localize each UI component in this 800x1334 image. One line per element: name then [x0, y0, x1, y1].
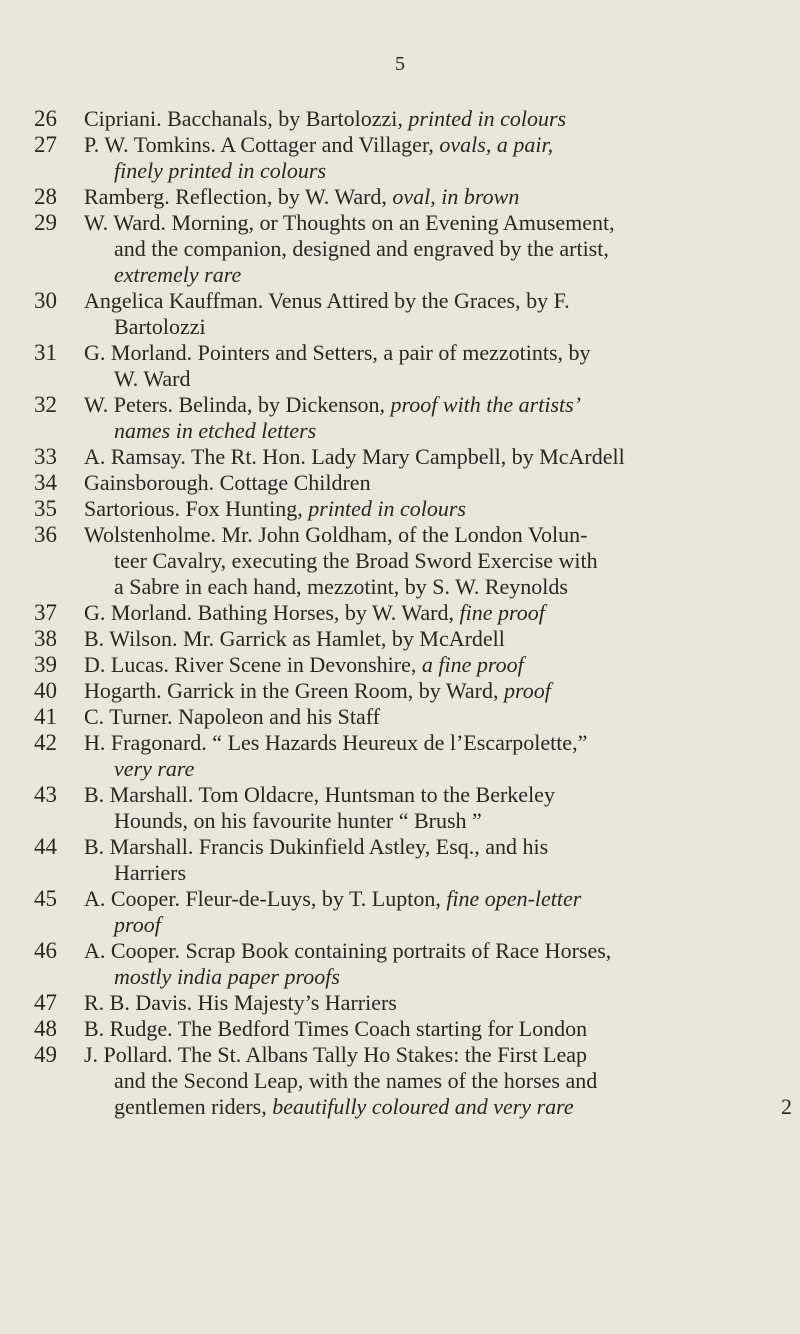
description-text: Wolstenholme. Mr. John Goldham, of the London Volun-: [84, 522, 588, 547]
lot-number: 46: [34, 938, 57, 963]
description-text: R. B. Davis. His Majesty’s Harriers: [84, 990, 397, 1015]
lot-number: 49: [34, 1042, 57, 1067]
description-text: W. Ward. Morning, or Thoughts on an Evening Amusement,: [84, 210, 615, 235]
description-italic: names in etched letters: [114, 418, 317, 443]
description-text: W. Peters. Belinda, by Dickenson,: [84, 392, 391, 417]
description-line: [84, 938, 794, 964]
description-line: [84, 470, 794, 496]
description-italic: extremely rare: [114, 262, 242, 287]
description-line: [84, 886, 794, 912]
description-line: [84, 756, 794, 782]
lot-number: 31: [34, 340, 57, 365]
description-text: Hogarth. Garrick in the Green Room, by Ward,: [84, 678, 504, 703]
lot-number: 35: [34, 496, 57, 521]
lot-description: [84, 834, 794, 886]
lot-number: 37: [34, 600, 57, 625]
lot-entry: [34, 184, 794, 210]
lot-entry: [34, 1042, 794, 1120]
lot-number: 28: [34, 184, 57, 209]
lot-description: [84, 1016, 794, 1042]
description-line: [84, 1042, 794, 1068]
lot-number: 40: [34, 678, 57, 703]
description-text: Harriers: [114, 860, 187, 885]
lot-description: [84, 106, 794, 132]
description-text: Angelica Kauffman. Venus Attired by the Graces, by F.: [84, 288, 570, 313]
lot-description: [84, 704, 794, 730]
description-italic: printed in colours: [408, 106, 567, 131]
lot-number: 41: [34, 704, 57, 729]
lot-list: [34, 106, 794, 1120]
description-line: [84, 626, 794, 652]
description-text: B. Marshall. Francis Dukinfield Astley, Esq., and his: [84, 834, 549, 859]
lot-description: [84, 600, 794, 626]
description-italic: proof with the artists’: [390, 392, 582, 417]
lot-description: [84, 938, 794, 990]
lot-description: [84, 132, 794, 184]
lot-entry: [34, 678, 794, 704]
description-text: Cipriani. Bacchanals, by Bartolozzi,: [84, 106, 409, 131]
description-text: and the companion, designed and engraved by the artist,: [114, 236, 609, 261]
lot-description: [84, 444, 794, 470]
lot-number: 47: [34, 990, 57, 1015]
description-italic: very rare: [114, 756, 195, 781]
description-line: [84, 288, 794, 314]
lot-entry: [34, 210, 794, 288]
description-line: [84, 574, 794, 600]
lot-number: 29: [34, 210, 57, 235]
lot-number: 48: [34, 1016, 57, 1041]
lot-description: [84, 184, 794, 210]
description-italic: fine proof: [459, 600, 545, 625]
description-text: Bartolozzi: [114, 314, 206, 339]
description-line: [84, 236, 794, 262]
lot-entry: [34, 496, 794, 522]
description-text: A. Ramsay. The Rt. Hon. Lady Mary Campbell, by McArdell: [84, 444, 625, 469]
description-text: W. Ward: [114, 366, 191, 391]
lot-number: 39: [34, 652, 57, 677]
description-italic: a fine proof: [421, 652, 524, 677]
lot-number: 32: [34, 392, 57, 417]
description-line: [84, 1016, 794, 1042]
description-line: [84, 600, 794, 626]
description-text: Ramberg. Reflection, by W. Ward,: [84, 184, 393, 209]
description-text: G. Morland. Bathing Horses, by W. Ward,: [84, 600, 460, 625]
lot-entry: [34, 522, 794, 600]
description-italic: mostly india paper proofs: [114, 964, 340, 989]
lot-entry: [34, 340, 794, 392]
description-text: Hounds, on his favourite hunter “ Brush ”: [114, 808, 482, 833]
lot-number: 27: [34, 132, 57, 157]
description-line: [84, 808, 794, 834]
description-line: [84, 548, 794, 574]
description-line: [84, 1094, 794, 1120]
lot-description: [84, 678, 794, 704]
description-italic: printed in colours: [308, 496, 466, 521]
description-line: [84, 158, 794, 184]
lot-entry: [34, 132, 794, 184]
description-line: [84, 106, 794, 132]
description-text: B. Marshall. Tom Oldacre, Huntsman to the Berkeley: [84, 782, 555, 807]
description-italic: finely printed in colours: [114, 158, 327, 183]
description-line: [84, 418, 794, 444]
description-italic: proof: [504, 678, 551, 703]
description-line: [84, 210, 794, 236]
lot-entry: [34, 834, 794, 886]
lot-description: [84, 496, 794, 522]
lot-number: 45: [34, 886, 57, 911]
lot-description: [84, 340, 794, 392]
lot-entry: [34, 730, 794, 782]
lot-entry: [34, 470, 794, 496]
description-line: [84, 678, 794, 704]
description-text: C. Turner. Napoleon and his Staff: [84, 704, 380, 729]
description-line: [84, 340, 794, 366]
description-line: [84, 522, 794, 548]
description-text: P. W. Tomkins. A Cottager and Villager,: [84, 132, 440, 157]
description-italic: beautifully coloured and very rare: [272, 1094, 574, 1119]
description-text: teer Cavalry, executing the Broad Sword Exercise with: [114, 548, 598, 573]
description-line: [84, 860, 794, 886]
description-text: and the Second Leap, with the names of the horses and: [114, 1068, 598, 1093]
lot-description: [84, 210, 794, 288]
lot-entry: [34, 600, 794, 626]
description-line: [84, 912, 794, 938]
description-italic: oval, in brown: [392, 184, 520, 209]
description-line: [84, 392, 794, 418]
description-line: [84, 730, 794, 756]
description-text: H. Fragonard. “ Les Hazards Heureux de l’Escarpolette,”: [84, 730, 588, 755]
lot-number: 34: [34, 470, 57, 495]
description-line: [84, 834, 794, 860]
lot-entry: [34, 990, 794, 1016]
description-line: [84, 704, 794, 730]
description-line: [84, 366, 794, 392]
lot-number: 43: [34, 782, 57, 807]
description-line: [84, 1068, 794, 1094]
quantity: 2: [781, 1094, 792, 1119]
lot-number: 42: [34, 730, 57, 755]
lot-description: [84, 990, 794, 1016]
lot-description: [84, 1042, 794, 1120]
lot-entry: [34, 1016, 794, 1042]
description-italic: fine open-letter: [446, 886, 582, 911]
description-text: Sartorious. Fox Hunting,: [84, 496, 309, 521]
description-text: A. Cooper. Fleur-de-Luys, by T. Lupton,: [84, 886, 447, 911]
lot-entry: [34, 886, 794, 938]
description-line: [84, 496, 794, 522]
lot-entry: [34, 444, 794, 470]
lot-entry: [34, 288, 794, 340]
lot-description: [84, 626, 794, 652]
lot-entry: [34, 392, 794, 444]
lot-description: [84, 652, 794, 678]
lot-number: 33: [34, 444, 57, 469]
lot-entry: [34, 704, 794, 730]
description-text: B. Wilson. Mr. Garrick as Hamlet, by McArdell: [84, 626, 505, 651]
description-text: G. Morland. Pointers and Setters, a pair of mezzotints, by: [84, 340, 591, 365]
lot-entry: [34, 106, 794, 132]
lot-number: 38: [34, 626, 57, 651]
description-line: [84, 652, 794, 678]
lot-entry: [34, 782, 794, 834]
lot-description: [84, 522, 794, 600]
lot-description: [84, 392, 794, 444]
description-text: a Sabre in each hand, mezzotint, by S. W. Reynolds: [114, 574, 568, 599]
lot-entry: [34, 626, 794, 652]
lot-number: 30: [34, 288, 57, 313]
lot-description: [84, 782, 794, 834]
description-line: [84, 262, 794, 288]
description-italic: ovals, a pair,: [439, 132, 554, 157]
lot-description: [84, 730, 794, 782]
description-text: B. Rudge. The Bedford Times Coach starting for London: [84, 1016, 588, 1041]
description-line: [84, 990, 794, 1016]
lot-number: 26: [34, 106, 57, 131]
description-text: gentlemen riders,: [114, 1094, 273, 1119]
description-line: [84, 314, 794, 340]
lot-description: [84, 886, 794, 938]
description-line: [84, 964, 794, 990]
description-line: [84, 444, 794, 470]
description-italic: proof: [114, 912, 161, 937]
lot-number: 36: [34, 522, 57, 547]
description-line: [84, 782, 794, 808]
lot-description: [84, 288, 794, 340]
lot-entry: [34, 938, 794, 990]
description-line: [84, 132, 794, 158]
page-number: 5: [395, 53, 405, 75]
description-text: Gainsborough. Cottage Children: [84, 470, 371, 495]
description-line: [84, 184, 794, 210]
description-text: D. Lucas. River Scene in Devonshire,: [84, 652, 422, 677]
description-text: A. Cooper. Scrap Book containing portraits of Race Horses,: [84, 938, 612, 963]
lot-entry: [34, 652, 794, 678]
description-text: J. Pollard. The St. Albans Tally Ho Stakes: the First Leap: [84, 1042, 588, 1067]
lot-description: [84, 470, 794, 496]
lot-number: 44: [34, 834, 57, 859]
